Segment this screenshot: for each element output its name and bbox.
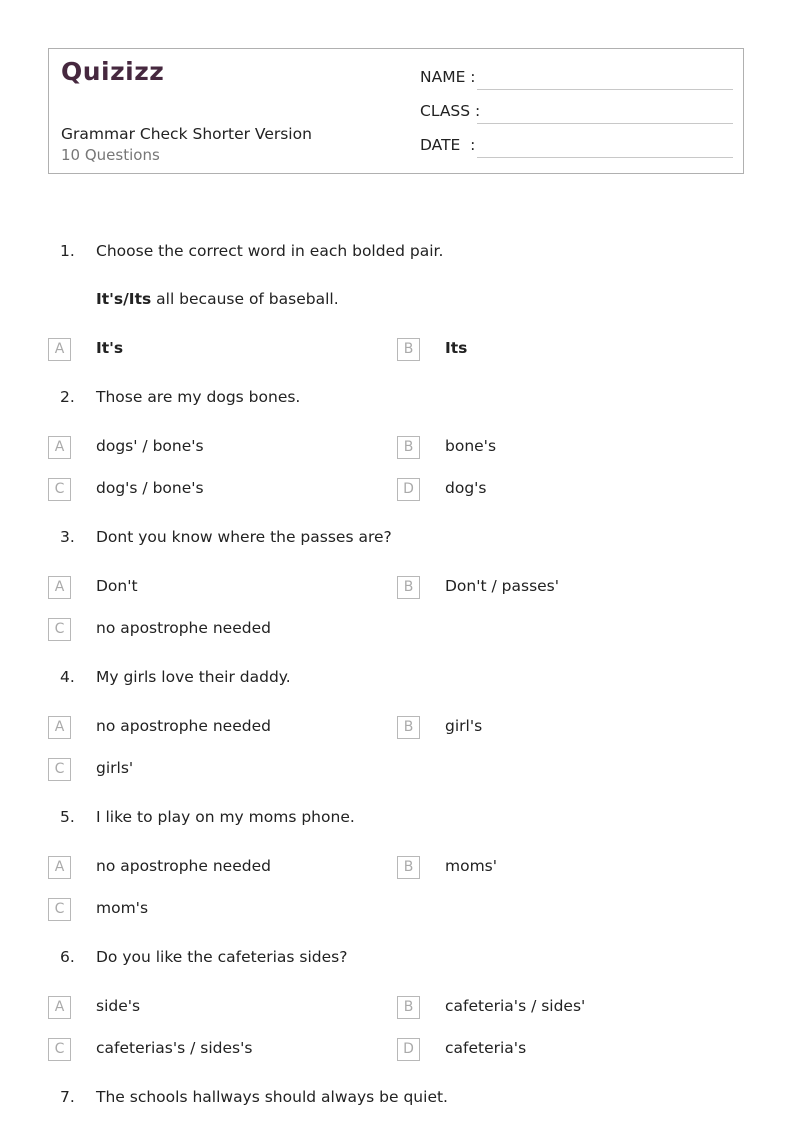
option-text[interactable]: girls' xyxy=(96,759,134,777)
question-text: Those are my dogs bones. xyxy=(96,388,301,406)
option-letter-box[interactable]: B xyxy=(397,716,420,739)
worksheet-header xyxy=(48,48,744,174)
option-letter-box[interactable]: A xyxy=(48,338,71,361)
option-letter-box[interactable]: C xyxy=(48,478,71,501)
option-letter-box[interactable]: C xyxy=(48,1038,71,1061)
name-line[interactable] xyxy=(477,89,733,90)
class-label: CLASS : xyxy=(420,102,481,120)
option-letter-box[interactable]: A xyxy=(48,856,71,879)
question-prompt xyxy=(96,290,339,308)
quizizz-logo: Quizizz xyxy=(61,57,165,86)
option-text[interactable]: no apostrophe needed xyxy=(96,619,271,637)
option-text[interactable]: mom's xyxy=(96,899,149,917)
question-count: 10 Questions xyxy=(61,146,160,164)
question-text: I like to play on my moms phone. xyxy=(96,808,355,826)
option-text[interactable]: It's xyxy=(96,339,124,357)
question-number: 5. xyxy=(60,808,75,826)
option-text[interactable]: moms' xyxy=(445,857,498,875)
question-number: 4. xyxy=(60,668,75,686)
option-letter-box[interactable]: A xyxy=(48,996,71,1019)
question-text: Do you like the cafeterias sides? xyxy=(96,948,348,966)
question-number: 6. xyxy=(60,948,75,966)
option-letter-box[interactable]: C xyxy=(48,618,71,641)
name-label: NAME : xyxy=(420,68,476,86)
option-letter-box[interactable]: D xyxy=(397,478,420,501)
option-text[interactable]: side's xyxy=(96,997,141,1015)
option-letter-box[interactable]: C xyxy=(48,758,71,781)
question-text: The schools hallways should always be quiet. xyxy=(96,1088,448,1106)
question-text: Choose the correct word in each bolded pair. xyxy=(96,242,444,260)
option-text[interactable]: cafeterias's / sides's xyxy=(96,1039,253,1057)
worksheet-title: Grammar Check Shorter Version xyxy=(61,125,312,143)
option-text[interactable]: Its xyxy=(445,339,468,357)
question-number: 3. xyxy=(60,528,75,546)
date-label: DATE : xyxy=(420,136,476,154)
option-text[interactable]: dogs' / bone's xyxy=(96,437,204,455)
date-line[interactable] xyxy=(477,157,733,158)
prompt-rest: all because of baseball. xyxy=(151,290,339,308)
option-letter-box[interactable]: C xyxy=(48,898,71,921)
option-letter-box[interactable]: A xyxy=(48,576,71,599)
option-text[interactable]: no apostrophe needed xyxy=(96,717,271,735)
class-line[interactable] xyxy=(477,123,733,124)
option-text[interactable]: Don't / passes' xyxy=(445,577,560,595)
question-number: 1. xyxy=(60,242,75,260)
option-text[interactable]: dog's / bone's xyxy=(96,479,204,497)
question-text: Dont you know where the passes are? xyxy=(96,528,392,546)
question-number: 2. xyxy=(60,388,75,406)
option-letter-box[interactable]: A xyxy=(48,436,71,459)
option-text[interactable]: dog's xyxy=(445,479,487,497)
option-letter-box[interactable]: A xyxy=(48,716,71,739)
question-text: My girls love their daddy. xyxy=(96,668,291,686)
option-letter-box[interactable]: B xyxy=(397,856,420,879)
option-text[interactable]: no apostrophe needed xyxy=(96,857,271,875)
option-letter-box[interactable]: B xyxy=(397,996,420,1019)
option-letter-box[interactable]: B xyxy=(397,576,420,599)
option-letter-box[interactable]: B xyxy=(397,436,420,459)
option-text[interactable]: girl's xyxy=(445,717,483,735)
option-text[interactable]: cafeteria's / sides' xyxy=(445,997,586,1015)
option-letter-box[interactable]: B xyxy=(397,338,420,361)
option-letter-box[interactable]: D xyxy=(397,1038,420,1061)
option-text[interactable]: cafeteria's xyxy=(445,1039,527,1057)
option-text[interactable]: Don't xyxy=(96,577,138,595)
question-number: 7. xyxy=(60,1088,75,1106)
prompt-bold-pair: It's/Its xyxy=(96,290,152,308)
option-text[interactable]: bone's xyxy=(445,437,497,455)
